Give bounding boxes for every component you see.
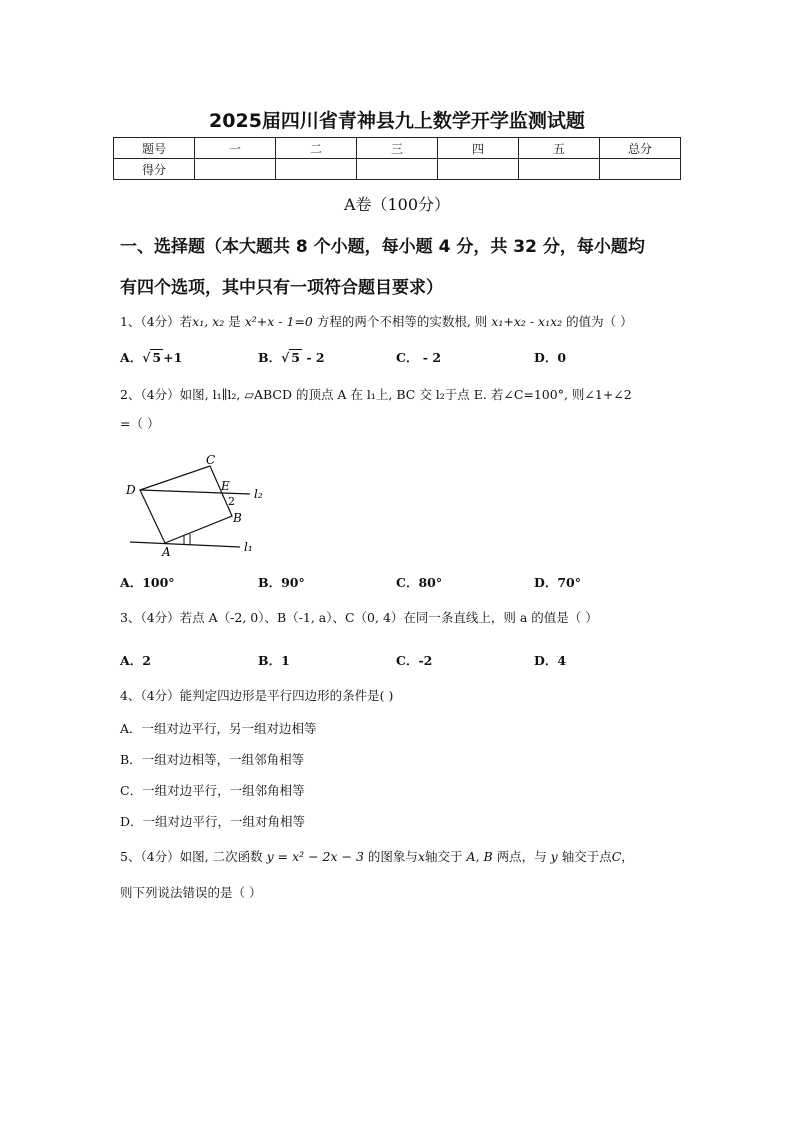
q3-stem: 3、（4分）若点 A（-2, 0）、B（-1, a）、C（0, 4）在同一条直线上，则 a 的值是（ ） <box>120 610 598 625</box>
q5-function: y = x² − 2x − 3 <box>266 849 364 864</box>
label-E: E <box>221 479 230 493</box>
q4-stem: 4、（4分）能判定四边形是平行四边形的条件是( ) <box>120 688 394 703</box>
score-input-cell[interactable] <box>600 159 681 180</box>
q4-option-a[interactable]: A．一组对边平行，另一组对边相等 <box>120 721 317 736</box>
score-header-cell: 一 <box>195 138 276 159</box>
score-input-cell[interactable] <box>519 159 600 180</box>
q5-stem-line2: 则下列说法错误的是（ ） <box>120 885 262 900</box>
label-A: A <box>162 545 171 559</box>
sqrt-radicand: 5 <box>291 350 300 365</box>
q5-prefix: 5、（4分）如图, 二次函数 <box>120 849 263 864</box>
q5-comma: ， <box>621 849 634 864</box>
score-table <box>113 137 681 180</box>
q1-option-d[interactable] <box>534 348 566 366</box>
score-header-cell: 三 <box>357 138 438 159</box>
q5-point-c: C <box>611 849 622 864</box>
q5-stem-line1 <box>120 847 680 867</box>
score-header-cell: 题号 <box>114 138 195 159</box>
option-letter: A． <box>120 350 143 365</box>
score-input-cell[interactable] <box>276 159 357 180</box>
q2-option-d[interactable]: D．70° <box>534 575 581 590</box>
part1-heading-line1: 一、选择题（本大题共 8 个小题，每小题 4 分，共 32 分，每小题均 <box>120 237 645 257</box>
label-l1: l₁ <box>244 540 253 554</box>
q5-y-axis: y <box>550 849 558 864</box>
q5-x-axis: x <box>417 849 425 864</box>
q2-options <box>120 573 680 593</box>
part1-heading-line2: 有四个选项，其中只有一项符合题目要求） <box>120 278 443 298</box>
q1-text: 方程的两个不相等的实数根, 则 <box>316 314 488 329</box>
q1-option-a[interactable]: A．√ 5 +1 <box>120 350 183 365</box>
q2-stem-line2: =（ ） <box>120 416 160 431</box>
score-table-header-row <box>114 138 681 159</box>
q5-mid: 的图象与 <box>367 849 418 864</box>
label-l2: l₂ <box>254 487 263 501</box>
q4-option-c[interactable]: C．一组对边平行，一组邻角相等 <box>120 783 305 798</box>
q1-option-b[interactable]: B．√ 5 - 2 <box>258 350 325 365</box>
q1-stem <box>120 312 680 332</box>
q3-option-a[interactable]: A．2 <box>120 653 151 668</box>
label-D: D <box>126 483 136 497</box>
q1-options <box>120 348 680 368</box>
q1-mid: 是 <box>228 314 241 329</box>
q1-expr: x₁+x₂ - x₁x₂ <box>491 314 563 329</box>
score-header-cell: 总分 <box>600 138 681 159</box>
q5-points: A, B <box>466 849 493 864</box>
score-header-cell: 二 <box>276 138 357 159</box>
q3-option-c[interactable]: C．-2 <box>396 653 433 668</box>
figure-line-l2 <box>140 490 250 494</box>
option-letter: C． <box>396 350 419 365</box>
score-header-cell: 五 <box>519 138 600 159</box>
q5-tail: 轴交于点 <box>561 849 612 864</box>
sqrt-radicand: 5 <box>152 350 162 365</box>
option-rest: - 2 <box>302 350 325 365</box>
q4-option-d[interactable]: D．一组对边平行，一组对角相等 <box>120 814 306 829</box>
q2-stem-line1: 2、（4分）如图, l₁∥l₂, ▱ABCD 的顶点 A 在 l₁上, BC 交 l₂于点 E. 若∠C=100°, 则∠1+∠2 <box>120 387 632 402</box>
option-letter: D． <box>534 350 558 365</box>
q2-option-b[interactable]: B．90° <box>258 575 305 590</box>
exam-title: 2025届四川省青神县九上数学开学监测试题 <box>209 110 585 132</box>
score-input-cell[interactable] <box>438 159 519 180</box>
option-text: - 2 <box>418 350 442 365</box>
option-text: 0 <box>557 350 567 365</box>
option-rest: +1 <box>163 350 183 365</box>
label-2: 2 <box>228 495 235 508</box>
q3-options <box>120 651 680 671</box>
q4-option-b[interactable]: B．一组对边相等，一组邻角相等 <box>120 752 305 767</box>
q5-mid3: 两点，与 <box>496 849 547 864</box>
q2-option-c[interactable]: C．80° <box>396 575 443 590</box>
q1-prefix: 1、（4分）若 <box>120 314 193 329</box>
q1-option-c[interactable] <box>396 348 441 366</box>
q1-tail: 的值为（ ） <box>566 314 633 329</box>
q5-mid2: 轴交于 <box>425 849 463 864</box>
score-input-cell[interactable] <box>195 159 276 180</box>
q3-option-d[interactable]: D．4 <box>534 653 567 668</box>
figure-line-l1 <box>130 542 240 547</box>
label-C: C <box>206 453 216 467</box>
parallelogram-abcd <box>140 466 232 543</box>
q2-option-a[interactable]: A．100° <box>120 575 175 590</box>
score-table-score-row <box>114 159 681 180</box>
q2-figure <box>120 450 280 560</box>
q1-equation: x²+x - 1=0 <box>244 314 313 329</box>
score-header-cell: 四 <box>438 138 519 159</box>
option-letter: B． <box>258 350 282 365</box>
section-a-title: A卷（100分） <box>343 195 451 214</box>
score-input-cell[interactable] <box>357 159 438 180</box>
score-row-label: 得分 <box>114 159 195 180</box>
q1-roots: x₁, x₂ <box>192 314 225 329</box>
label-B: B <box>233 511 242 525</box>
q3-option-b[interactable]: B．1 <box>258 653 290 668</box>
